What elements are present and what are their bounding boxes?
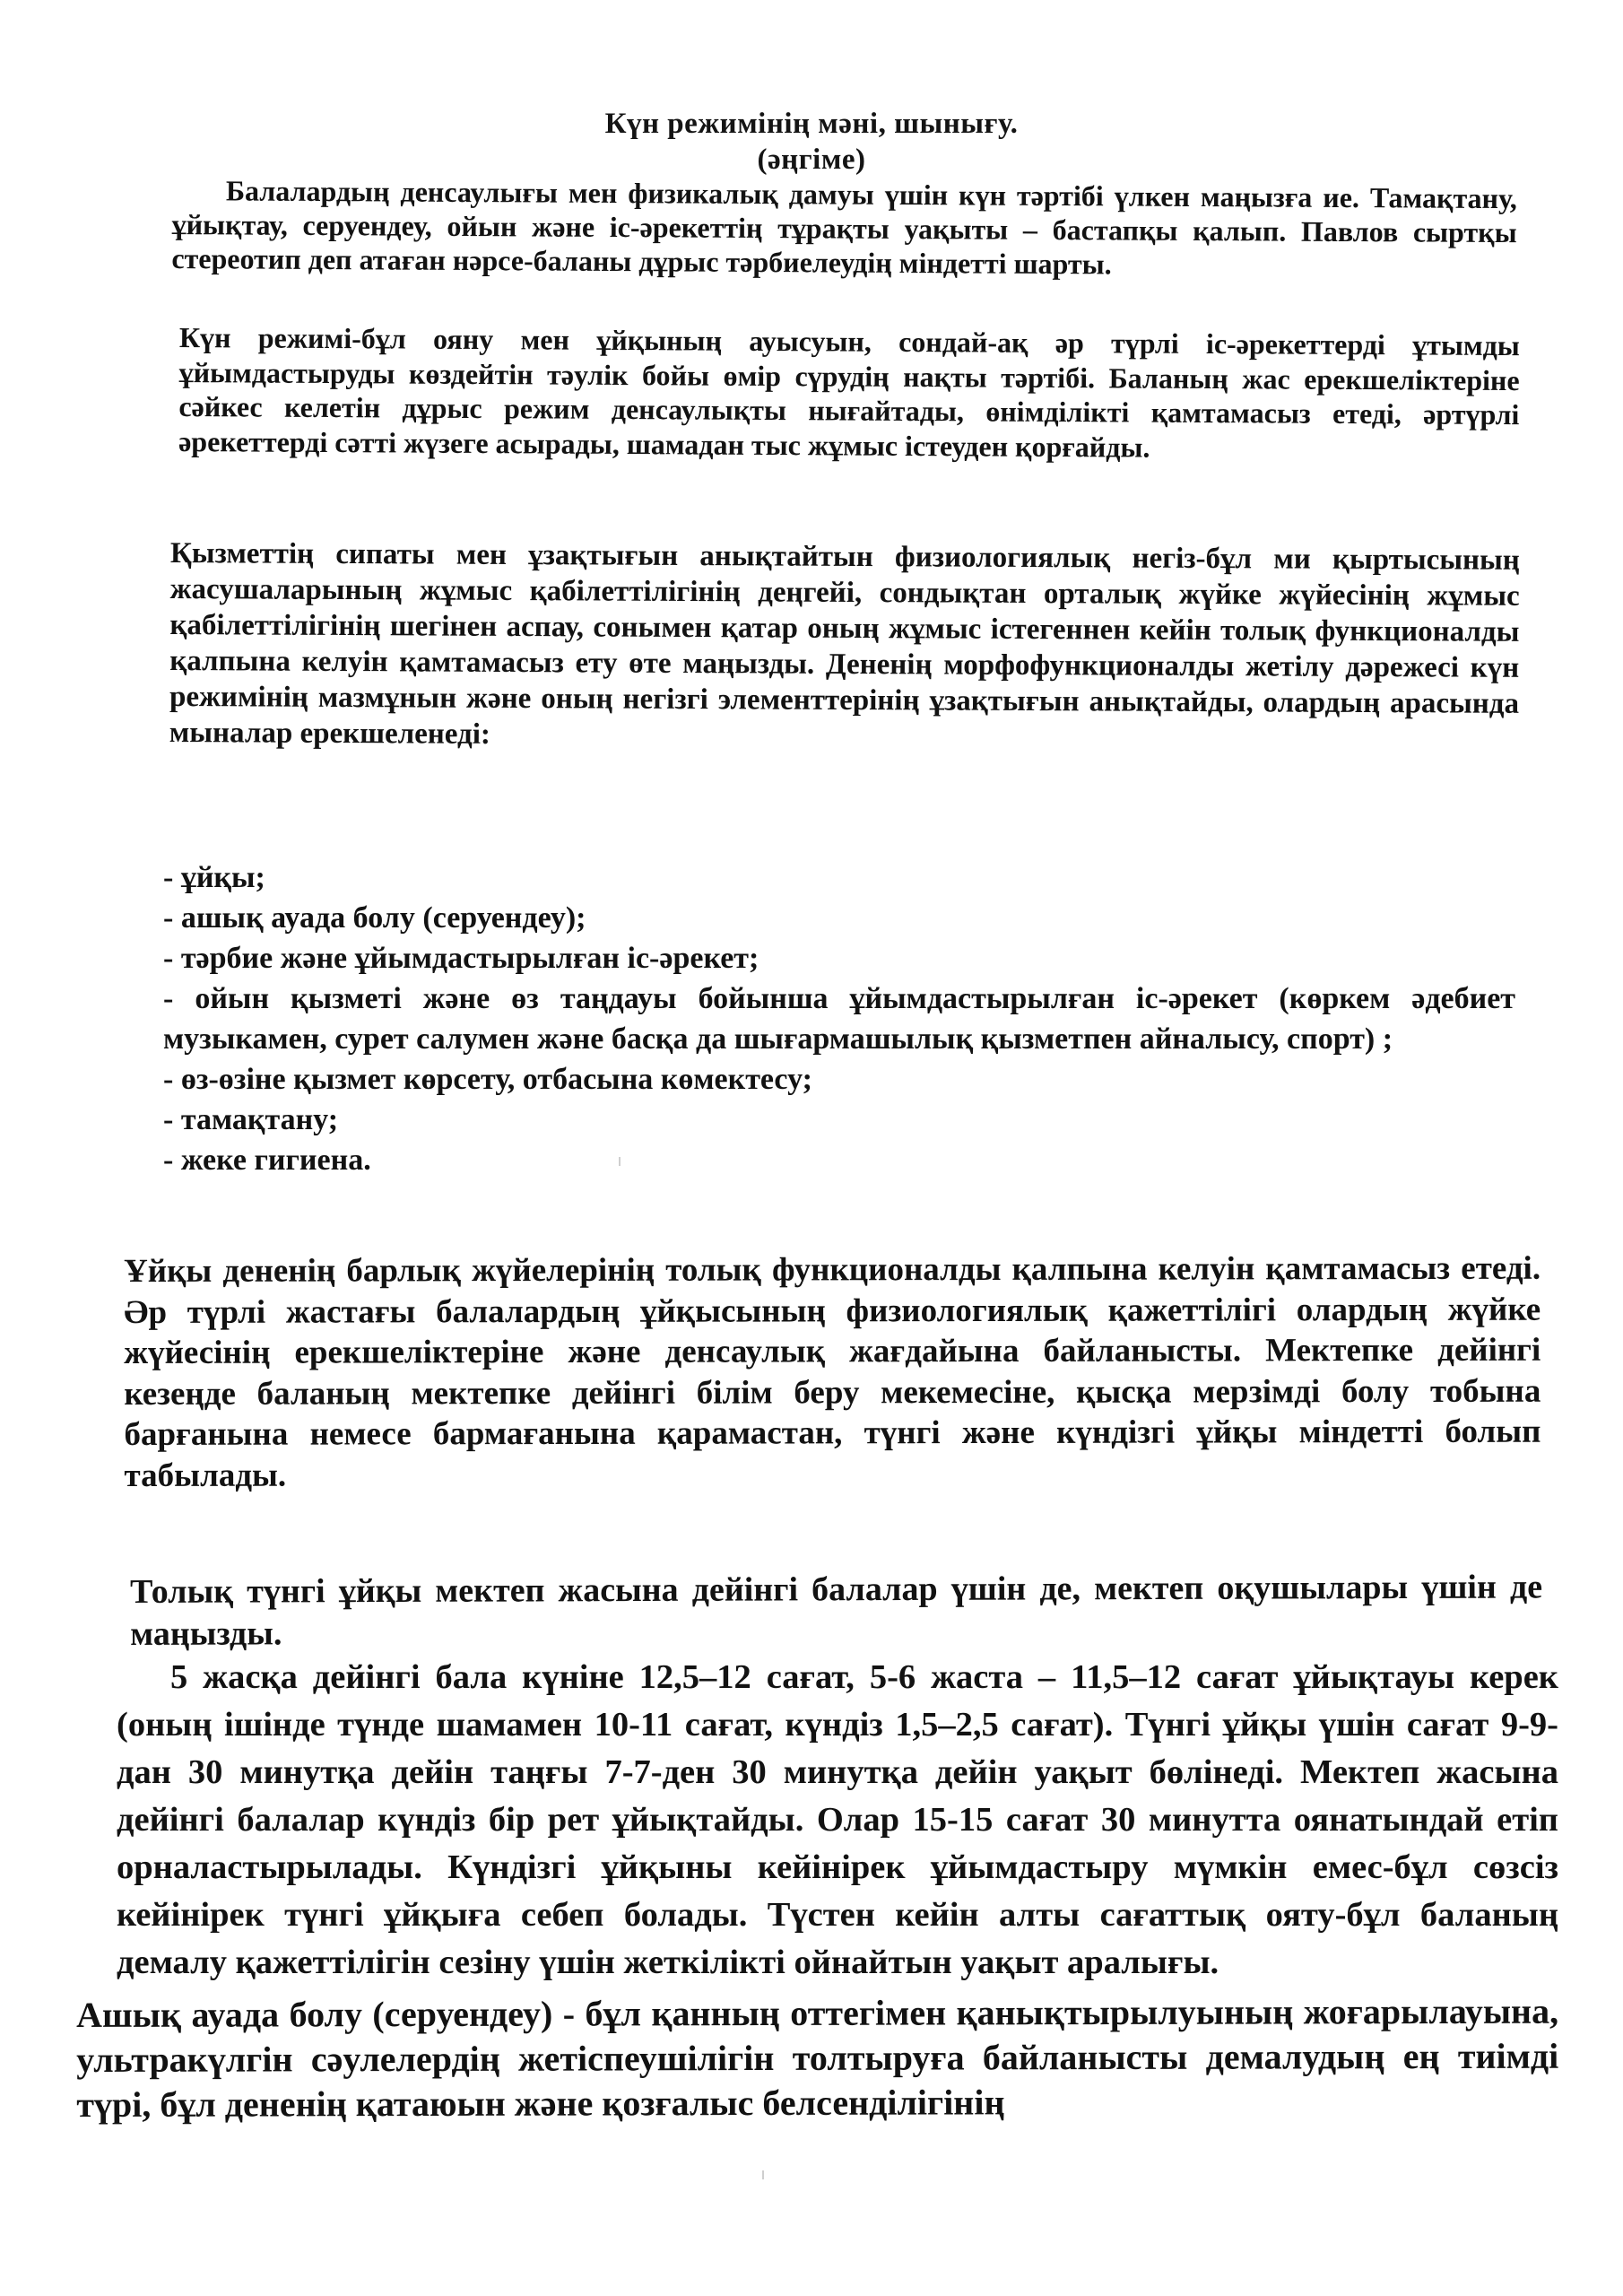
paragraph-sleep-duration	[117, 1654, 1558, 1987]
paragraph-physiological-basis	[169, 535, 1520, 758]
document-header	[0, 106, 1623, 178]
list-item: - тәрбие және ұйымдастырылған іс-әрекет;	[163, 942, 759, 975]
list-item: - тамақтану;	[163, 1103, 339, 1136]
list-item: - өз-өзіне қызмет көрсету, отбасына көмектесу;	[163, 1063, 812, 1096]
document-title: Күн режимінің мәні, шынығу.	[604, 108, 1019, 140]
scan-speck	[619, 1157, 621, 1166]
paragraph-sleep-importance	[124, 1248, 1541, 1496]
paragraph-text: Күн режимі-бұл ояну мен ұйқының ауысуын, сондай-ақ әр түрлі іс-әрекеттерді ұтымды ұйымдастыруды көздейтін тәулік бойы өмір сүрудің нақты тәртібі. Баланың жас ерекшеліктеріне сәйкес келетін дұрыс режим денсаулықты нығайтады, өнімділікті қамтамасыз етеді, әртүрлі әрекеттерді сәтті жүзеге асырады, шамадан тыс жұмыс істеуден қорғайды.	[178, 320, 1520, 464]
list-item: - ашық ауада болу (серуендеу);	[163, 901, 586, 935]
paragraph-daily-routine-importance	[171, 173, 1517, 283]
document-subtitle: (әңгіме)	[757, 144, 866, 176]
paragraph-text: Толық түнгі ұйқы мектеп жасына дейінгі балалар үшін де, мектеп оқушылары үшін де маңызды.	[130, 1568, 1543, 1653]
paragraph-text: Ашық ауада болу (серуендеу) - бұл қанның оттегімен қанықтырылуының жоғарылауына, ультракүлгін сәулелердің жетіспеушілігін толтыруға байланысты демалудың ең тиімді түрі, бұл дененің қатаюын және қозғалыс белсенділігінің	[76, 1990, 1559, 2125]
paragraph-text: Қызметтің сипаты мен ұзақтығын анықтайтын физиологиялық негіз-бұл ми қыртысының жасушаларының жұмыс қабілеттілігінің деңгейі, сондықтан орталық жүйке жүйесінің жұмыс қабілеттілігінің шегінен аспау, сонымен қатар оның жұмыс істегеннен кейін толық функционалды қалпына келуін қамтамасыз ету өте маңызды. Дененің морфофункционалды жетілу дәрежесі күн режимінің мазмұнын және оның негізгі элементтерінің ұзақтығын анықтайды, олардың арасында мыналар ерекшеленеді:	[169, 537, 1520, 751]
list-item: - жеке гигиена.	[163, 1144, 371, 1177]
paragraph-text: 5 жасқа дейінгі бала күніне 12,5–12 сағат, 5-6 жаста – 11,5–12 сағат ұйықтауы керек (оның ішінде түнде шамамен 10-11 сағат, күндіз 1,5–2,5 сағат). Түнгі ұйқы үшін сағат 9-9-дан 30 минутқа дейін таңғы 7-7-ден 30 минутқа дейін уақыт бөлінеді. Мектеп жасына дейінгі балалар күндіз бір рет ұйықтайды. Олар 15-15 сағат 30 минутта оянатындай етіп орналастырылады. Күндізгі ұйқыны кейінірек ұйымдастыру мүмкін емес-бұл сөзсіз кейінірек түнгі ұйқыға себеп болады. Түстен кейін алты сағаттық ояту-бұл баланың демалу қажеттілігін сезіну үшін жеткілікті ойнайтын уақыт аралығы.	[117, 1658, 1558, 1981]
scan-speck	[762, 2170, 764, 2179]
routine-elements-list	[163, 857, 1515, 1180]
list-item: - ойын қызметі және өз таңдауы бойынша ұйымдастырылған іс-әрекет (көркем әдебиет музыкамен, сурет салумен және басқа да шығармашылық қызметпен айналысу, спорт) ;	[163, 982, 1515, 1056]
paragraph-outdoor-walk	[76, 1989, 1558, 2127]
paragraph-text: Ұйқы дененің барлық жүйелерінің толық функционалды қалпына келуін қамтамасыз етеді. Әр түрлі жастағы балалардың ұйқысының физиологиялық қажеттілігі олардың жүйке жүйесінің ерекшеліктеріне және денсаулық жағдайына байланысты. Мектепке дейінгі кезеңде баланың мектепке дейінгі білім беру мекемесіне, қысқа мерзімді болу тобына барғанына немесе бармағанына қарамастан, түнгі және күндізгі ұйқы міндетті болып табылады.	[124, 1249, 1541, 1494]
paragraph-text: Балалардың денсаулығы мен физикалық дамуы үшін күн тәртібі үлкен маңызға ие. Тамақтану, ұйықтау, серуендеу, ойын және іс-әрекеттің тұрақты уақыты – бастапқы қалып. Павлов сыртқы стереотип деп атаған нәрсе-баланы дұрыс тәрбиелеудің міндетті шарты.	[171, 174, 1517, 281]
list-item: - ұйқы;	[163, 861, 265, 894]
paragraph-night-sleep	[130, 1567, 1542, 1656]
paragraph-daily-routine-definition	[178, 320, 1520, 466]
